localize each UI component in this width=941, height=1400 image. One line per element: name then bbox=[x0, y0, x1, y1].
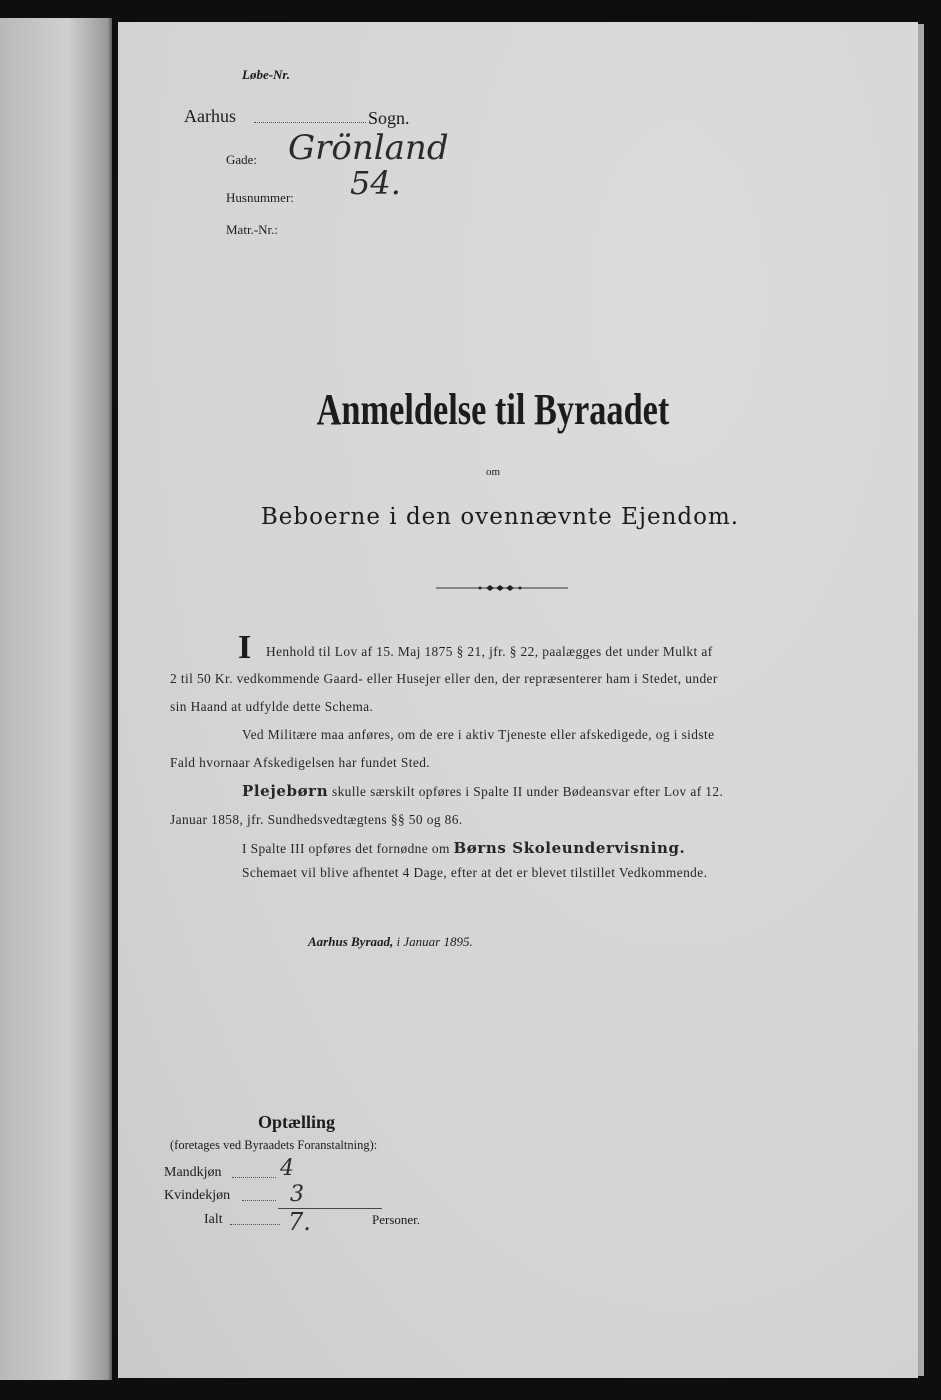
left-page-edge bbox=[0, 18, 112, 1380]
total-value: 7. bbox=[288, 1208, 311, 1236]
signature-place: Aarhus Byraad, bbox=[308, 934, 394, 949]
persons-label: Personer. bbox=[372, 1212, 421, 1227]
sogn-label: Sogn. bbox=[368, 108, 410, 128]
paragraph-5: Schemaet vil blive afhentet 4 Dage, efter at det er blevet tilstillet Vedkommende. bbox=[242, 865, 708, 880]
right-page-edge bbox=[918, 24, 924, 1376]
paragraph-4 bbox=[242, 839, 685, 857]
husnummer-value: 54. bbox=[350, 164, 401, 202]
count-note: (foretages ved Byraadets Foranstaltning): bbox=[170, 1138, 378, 1152]
gade-label: Gade: bbox=[226, 152, 258, 167]
signature-line bbox=[308, 934, 473, 950]
paragraph-1-line-1: Henhold til Lov af 15. Maj 1875 § 21, jfr. § 22, paalægges det under Mulkt af bbox=[266, 644, 713, 659]
paragraph-3-line-2: Januar 1858, jfr. Sundhedsvedtægtens §§ 50 og 86. bbox=[170, 812, 463, 827]
page-title: Anmeldelse til Byraadet bbox=[316, 385, 670, 434]
lobe-nr-label: Løbe-Nr. bbox=[242, 67, 291, 82]
city-label: Aarhus bbox=[184, 106, 236, 126]
count-title: Optælling bbox=[258, 1112, 336, 1132]
paragraph-4-start: I Spalte III opføres det fornødne om bbox=[242, 841, 450, 856]
women-label: Kvindekjøn bbox=[164, 1188, 231, 1203]
men-label: Mandkjøn bbox=[164, 1165, 222, 1180]
women-value: 3 bbox=[290, 1182, 304, 1207]
skoleundervisning-heading: Børns Skoleundervisning. bbox=[453, 839, 686, 857]
women-dots bbox=[242, 1200, 276, 1201]
husnummer-label: Husnummer: bbox=[226, 190, 294, 205]
sogn-dotted-line bbox=[254, 122, 366, 123]
ornament-divider bbox=[436, 582, 568, 594]
plejeborn-heading: Plejebørn bbox=[242, 782, 329, 800]
paragraph-1-line-3: sin Haand at udfylde dette Schema. bbox=[170, 699, 374, 714]
matr-label: Matr.-Nr.: bbox=[226, 222, 278, 237]
paragraph-1-line-2: 2 til 50 Kr. vedkommende Gaard- eller Husejer eller den, der repræsenterer ham i Stedet, under bbox=[170, 671, 718, 686]
men-value: 4 bbox=[280, 1156, 294, 1181]
paragraph-2-line-2: Fald hvornaar Afskedigelsen har fundet Sted. bbox=[170, 755, 431, 770]
om-word: om bbox=[485, 466, 501, 478]
total-label: Ialt bbox=[204, 1212, 223, 1227]
men-dots bbox=[232, 1177, 276, 1178]
page-subtitle: Beboerne i den ovennævnte Ejendom. bbox=[260, 504, 740, 530]
document-page bbox=[118, 22, 918, 1378]
total-dots bbox=[230, 1224, 280, 1225]
gade-value: Grönland bbox=[288, 128, 449, 168]
dropcap-letter: I bbox=[238, 629, 252, 666]
signature-date: i Januar 1895. bbox=[396, 934, 473, 949]
paragraph-3-line-1-rest: skulle særskilt opføres i Spalte II under Bødeansvar efter Lov af 12. bbox=[331, 784, 724, 799]
paragraph-2-line-1: Ved Militære maa anføres, om de ere i aktiv Tjeneste eller afskedigede, og i sidste bbox=[242, 727, 715, 742]
paragraph-3-line-1 bbox=[242, 782, 723, 800]
